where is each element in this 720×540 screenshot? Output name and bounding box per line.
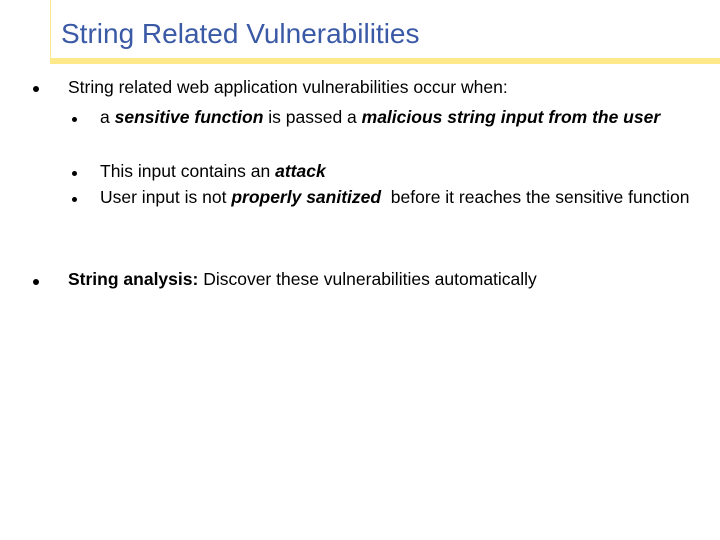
bullet-dot xyxy=(33,86,39,92)
sub-bullet-3 xyxy=(100,186,710,209)
sub-bullet-1-emphasis-2: malicious string input from the user xyxy=(361,107,661,127)
sub-bullet-dot xyxy=(72,117,77,122)
sub-bullet-3-post: before it reaches the sensitive function xyxy=(381,187,690,207)
bullet-dot xyxy=(33,279,39,285)
bullet-2-rest: Discover these vulnerabilities automatically xyxy=(198,269,537,289)
sub-bullet-1 xyxy=(100,106,710,129)
sub-bullet-1-mid: is passed a xyxy=(263,107,362,127)
sub-bullet-1-pre: a xyxy=(100,107,115,127)
sub-bullet-2-emphasis: attack xyxy=(275,161,326,181)
slide-title: String Related Vulnerabilities xyxy=(61,18,420,49)
bullet-1-text: String related web application vulnerabilities occur when: xyxy=(68,77,508,97)
sub-bullet-3-emphasis: properly sanitized xyxy=(231,187,382,207)
sub-bullet-2 xyxy=(100,160,710,183)
sub-bullet-dot xyxy=(72,171,77,176)
accent-horizontal-rule xyxy=(50,58,720,64)
accent-vertical-rule xyxy=(50,0,51,58)
sub-bullet-1-emphasis-1: sensitive function xyxy=(114,107,264,127)
sub-bullet-dot xyxy=(72,197,77,202)
sub-bullet-3-pre: User input is not xyxy=(100,187,232,207)
sub-bullet-2-pre: This input contains an xyxy=(100,161,276,181)
bullet-2 xyxy=(68,268,708,291)
bullet-2-bold: String analysis: xyxy=(68,269,199,289)
